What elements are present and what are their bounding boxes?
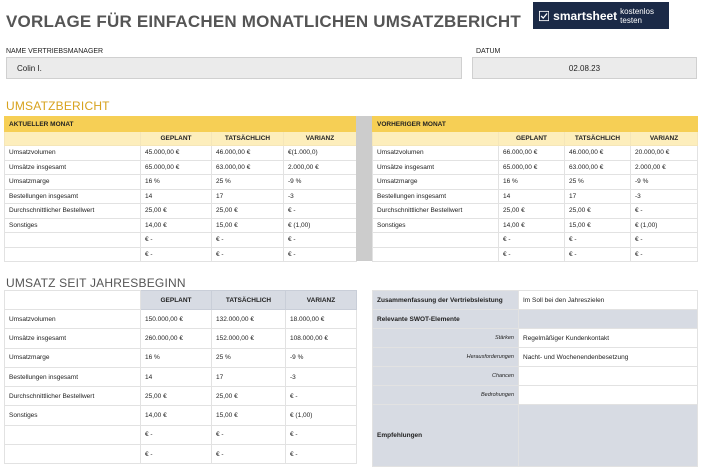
variance-cell[interactable]: -9 %: [286, 348, 357, 367]
date-field[interactable]: [472, 57, 697, 79]
planned-cell[interactable]: 25,00 €: [499, 204, 565, 219]
row-label: [5, 445, 141, 464]
variance-cell[interactable]: € -: [631, 247, 698, 262]
table-row: [373, 189, 698, 204]
row-label: Durchschnittlicher Bestellwert: [373, 204, 499, 219]
planned-cell[interactable]: 14,00 €: [141, 406, 212, 425]
table-row: [5, 425, 357, 444]
row-label: Sonstiges: [5, 406, 141, 425]
row-label: Umsätze insgesamt: [373, 160, 499, 175]
variance-cell[interactable]: € -: [631, 204, 698, 219]
actual-cell[interactable]: € -: [212, 247, 284, 262]
row-label: Umsatzvolumen: [5, 146, 141, 161]
current-month-table: [4, 116, 357, 262]
planned-cell[interactable]: 66.000,00 €: [499, 146, 565, 161]
variance-cell[interactable]: 108.000,00 €: [286, 329, 357, 348]
planned-cell[interactable]: 45.000,00 €: [141, 146, 212, 161]
variance-cell[interactable]: € -: [286, 387, 357, 406]
table-row: [5, 204, 357, 219]
variance-cell[interactable]: -3: [631, 189, 698, 204]
report-section-title: UMSATZBERICHT: [6, 99, 110, 113]
col-variance: VARIANZ: [284, 132, 357, 146]
actual-cell[interactable]: 25,00 €: [212, 204, 284, 219]
row-label: Umsatzvolumen: [373, 146, 499, 161]
manager-value: Colin I.: [17, 63, 42, 73]
planned-cell[interactable]: € -: [141, 425, 212, 444]
table-row: [373, 218, 698, 233]
row-label: [5, 233, 141, 248]
actual-cell[interactable]: € -: [212, 233, 284, 248]
table-row: [5, 233, 357, 248]
table-divider: [356, 116, 372, 261]
actual-cell[interactable]: 15,00 €: [565, 218, 631, 233]
row-label: [5, 247, 141, 262]
col-actual: TATSÄCHLICH: [212, 132, 284, 146]
planned-cell[interactable]: 65.000,00 €: [499, 160, 565, 175]
row-label: Umsatzmarge: [5, 348, 141, 367]
table-row: [5, 348, 357, 367]
row-label: [373, 247, 499, 262]
col-actual: TATSÄCHLICH: [212, 291, 286, 310]
row-label: Umsatzmarge: [373, 175, 499, 190]
previous-month-title: VORHERIGER MONAT: [373, 117, 698, 132]
actual-cell[interactable]: 17: [212, 367, 286, 386]
col-planned: GEPLANT: [141, 291, 212, 310]
swot-opportunities-value[interactable]: [519, 367, 698, 386]
planned-cell[interactable]: 14: [141, 367, 212, 386]
swot-challenges-value[interactable]: Nacht- und Wochenendenbesetzung: [519, 348, 698, 367]
actual-cell[interactable]: 46.000,00 €: [212, 146, 284, 161]
variance-cell[interactable]: € -: [284, 247, 357, 262]
variance-cell[interactable]: -3: [284, 189, 357, 204]
actual-cell[interactable]: € -: [565, 233, 631, 248]
planned-cell[interactable]: 65.000,00 €: [141, 160, 212, 175]
planned-cell[interactable]: € -: [141, 247, 212, 262]
row-label: Umsatzvolumen: [5, 310, 141, 329]
variance-cell[interactable]: € (1,00): [286, 406, 357, 425]
brand-cta: kostenlos testen: [620, 6, 654, 25]
date-value: 02.08.23: [568, 63, 601, 73]
table-row: [373, 175, 698, 190]
summary-table: [372, 290, 698, 467]
planned-cell[interactable]: € -: [141, 233, 212, 248]
planned-cell[interactable]: 14: [141, 189, 212, 204]
row-label: Umsätze insgesamt: [5, 329, 141, 348]
table-row: [5, 445, 357, 464]
actual-cell[interactable]: 17: [212, 189, 284, 204]
actual-cell[interactable]: 17: [565, 189, 631, 204]
planned-cell[interactable]: 14,00 €: [499, 218, 565, 233]
actual-cell[interactable]: 25 %: [212, 348, 286, 367]
col-planned: GEPLANT: [141, 132, 212, 146]
brand-name: smartsheet: [553, 8, 618, 23]
actual-cell[interactable]: 25 %: [212, 175, 284, 190]
col-planned: GEPLANT: [499, 132, 565, 146]
variance-cell[interactable]: € (1,00): [631, 218, 698, 233]
actual-cell[interactable]: 25 %: [565, 175, 631, 190]
swot-challenges-label: Herausforderungen: [373, 348, 519, 367]
ytd-table: [4, 290, 357, 464]
variance-cell[interactable]: € -: [286, 425, 357, 444]
current-month-title: AKTUELLER MONAT: [5, 117, 357, 132]
variance-cell[interactable]: 20.000,00 €: [631, 146, 698, 161]
smartsheet-trial-button[interactable]: [533, 2, 669, 29]
manager-label: NAME VERTRIEBSMANAGER: [6, 48, 104, 55]
date-label: DATUM: [476, 48, 501, 55]
table-row: [5, 387, 357, 406]
recommendations-value[interactable]: [519, 405, 698, 467]
planned-cell[interactable]: 150.000,00 €: [141, 310, 212, 329]
actual-cell[interactable]: 15,00 €: [212, 218, 284, 233]
col-actual: TATSÄCHLICH: [565, 132, 631, 146]
planned-cell[interactable]: 14,00 €: [141, 218, 212, 233]
planned-cell[interactable]: 25,00 €: [141, 387, 212, 406]
table-row: [5, 310, 357, 329]
table-row: [373, 233, 698, 248]
table-row: [5, 160, 357, 175]
actual-cell[interactable]: 63.000,00 €: [212, 160, 284, 175]
planned-cell[interactable]: 16 %: [141, 175, 212, 190]
row-label: Bestellungen insgesamt: [5, 189, 141, 204]
table-row: [5, 218, 357, 233]
table-row: [5, 406, 357, 425]
actual-cell[interactable]: 132.000,00 €: [212, 310, 286, 329]
table-row: [373, 160, 698, 175]
actual-cell[interactable]: 63.000,00 €: [565, 160, 631, 175]
actual-cell[interactable]: 152.000,00 €: [212, 329, 286, 348]
table-row: [5, 329, 357, 348]
checkmark-icon: [539, 10, 549, 22]
table-row: [5, 146, 357, 161]
row-label: Durchschnittlicher Bestellwert: [5, 387, 141, 406]
variance-cell[interactable]: 2.000,00 €: [284, 160, 357, 175]
planned-cell[interactable]: 14: [499, 189, 565, 204]
swot-strengths-value[interactable]: Regelmäßiger Kundenkontakt: [519, 329, 698, 348]
swot-threats-label: Bedrohungen: [373, 386, 519, 405]
table-row: [5, 247, 357, 262]
actual-cell[interactable]: 25,00 €: [212, 387, 286, 406]
variance-cell[interactable]: -9 %: [284, 175, 357, 190]
row-label: Bestellungen insgesamt: [373, 189, 499, 204]
table-row: [5, 175, 357, 190]
variance-cell[interactable]: 18.000,00 €: [286, 310, 357, 329]
recommendations-label: Empfehlungen: [373, 405, 519, 467]
planned-cell[interactable]: € -: [499, 233, 565, 248]
planned-cell[interactable]: 16 %: [499, 175, 565, 190]
actual-cell[interactable]: 46.000,00 €: [565, 146, 631, 161]
variance-cell[interactable]: € (1,00): [284, 218, 357, 233]
variance-cell[interactable]: -3: [286, 367, 357, 386]
col-variance: VARIANZ: [631, 132, 698, 146]
swot-label: Relevante SWOT-Elemente: [373, 310, 519, 329]
variance-cell[interactable]: 2.000,00 €: [631, 160, 698, 175]
ytd-section-title: UMSATZ SEIT JAHRESBEGINN: [6, 276, 186, 290]
table-row: [373, 204, 698, 219]
performance-label: Zusammenfassung der Vertriebsleistung: [373, 291, 519, 310]
previous-month-table: [372, 116, 698, 262]
planned-cell[interactable]: € -: [499, 247, 565, 262]
row-label: Bestellungen insgesamt: [5, 367, 141, 386]
variance-cell[interactable]: -9 %: [631, 175, 698, 190]
variance-cell[interactable]: € -: [284, 233, 357, 248]
variance-cell[interactable]: €(1.000,0): [284, 146, 357, 161]
row-label: Durchschnittlicher Bestellwert: [5, 204, 141, 219]
swot-opportunities-label: Chancen: [373, 367, 519, 386]
variance-cell[interactable]: € -: [631, 233, 698, 248]
swot-threats-value[interactable]: [519, 386, 698, 405]
page-title: VORLAGE FÜR EINFACHEN MONATLICHEN UMSATZBERICHT: [6, 12, 521, 31]
actual-cell[interactable]: € -: [212, 445, 286, 464]
variance-cell[interactable]: € -: [286, 445, 357, 464]
planned-cell[interactable]: 25,00 €: [141, 204, 212, 219]
row-label: Umsatzmarge: [5, 175, 141, 190]
row-label: Umsätze insgesamt: [5, 160, 141, 175]
row-label: [5, 425, 141, 444]
swot-strengths-label: Stärken: [373, 329, 519, 348]
planned-cell[interactable]: 260.000,00 €: [141, 329, 212, 348]
table-row: [5, 189, 357, 204]
table-row: [5, 367, 357, 386]
actual-cell[interactable]: 25,00 €: [565, 204, 631, 219]
planned-cell[interactable]: € -: [141, 445, 212, 464]
actual-cell[interactable]: € -: [212, 425, 286, 444]
row-label: Sonstiges: [373, 218, 499, 233]
table-row: [373, 247, 698, 262]
actual-cell[interactable]: 15,00 €: [212, 406, 286, 425]
planned-cell[interactable]: 16 %: [141, 348, 212, 367]
table-row: [373, 146, 698, 161]
performance-value[interactable]: Im Soll bei den Jahreszielen: [519, 291, 698, 310]
manager-field[interactable]: [6, 57, 462, 79]
col-variance: VARIANZ: [286, 291, 357, 310]
variance-cell[interactable]: € -: [284, 204, 357, 219]
row-label: Sonstiges: [5, 218, 141, 233]
actual-cell[interactable]: € -: [565, 247, 631, 262]
row-label: [373, 233, 499, 248]
